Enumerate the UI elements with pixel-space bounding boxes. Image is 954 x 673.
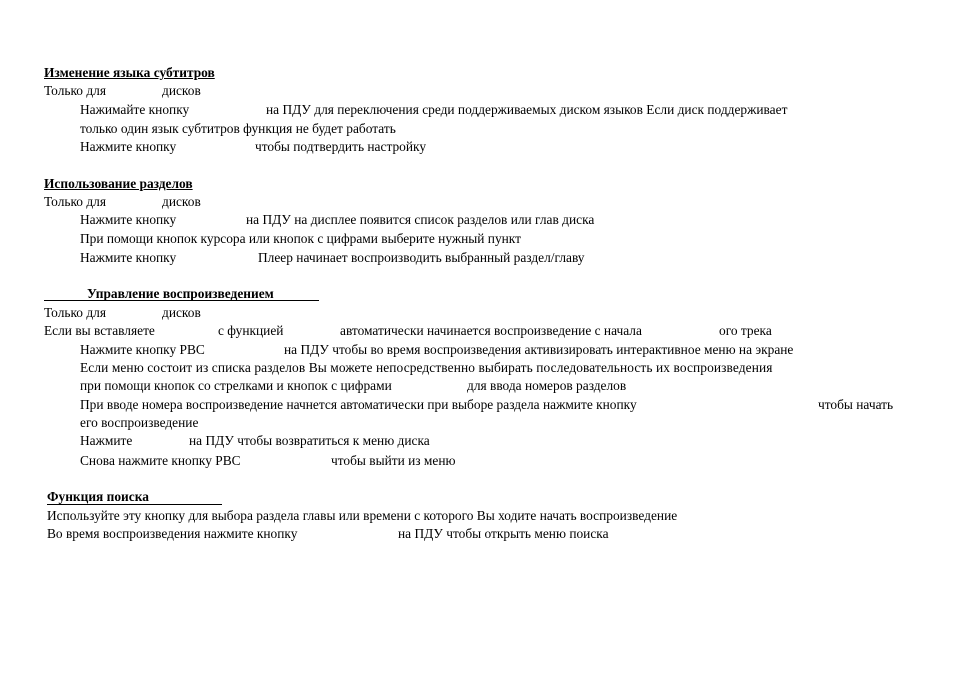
pbc-intro-a: Если вы вставляете (44, 323, 155, 338)
subtitles-step2-b: чтобы подтвердить настройку (255, 139, 427, 154)
subtitles-heading: Изменение языка субтитров (44, 65, 215, 80)
pbc-step4-b: на ПДУ чтобы возвратиться к меню диска (189, 433, 430, 448)
pbc-step3-b: чтобы начать (818, 397, 894, 412)
pbc-step3-cont: его воспроизведение (80, 415, 199, 430)
pbc-step2: Если меню состоит из списка разделов Вы можете непосредственно выбирать последовательность их воспроизведения (80, 360, 773, 375)
subtitles-step2-a: Нажмите кнопку (80, 139, 177, 154)
chapters-discs: дисков (162, 194, 201, 209)
chapters-only-for: Только для (44, 194, 107, 209)
pbc-only-for: Только для (44, 305, 107, 320)
search-heading-underline (47, 504, 222, 505)
search-heading: Функция поиска (47, 489, 149, 504)
pbc-step3-a: При вводе номера воспроизведение начнется автоматически при выборе раздела нажмите кнопку (80, 397, 637, 412)
subtitles-step1-cont: только один язык субтитров функция не будет работать (80, 121, 396, 136)
pbc-step5-b: чтобы выйти из меню (331, 453, 456, 468)
subtitles-discs: дисков (162, 83, 201, 98)
chapters-step2: При помощи кнопок курсора или кнопок с цифрами выберите нужный пункт (80, 231, 521, 246)
pbc-step1-a: Нажмите кнопку PBC (80, 342, 205, 357)
subtitles-step1-a: Нажимайте кнопку (80, 102, 190, 117)
pbc-step2-cont-a: при помощи кнопок со стрелками и кнопок с цифрами (80, 378, 392, 393)
search-line2-b: на ПДУ чтобы открыть меню поиска (398, 526, 609, 541)
chapters-heading: Использование разделов (44, 176, 193, 191)
pbc-step2-cont-b: для ввода номеров разделов (467, 378, 627, 393)
subtitles-only-for: Только для (44, 83, 107, 98)
search-line2-a: Во время воспроизведения нажмите кнопку (47, 526, 298, 541)
pbc-intro-c: автоматически начинается воспроизведение с начала (340, 323, 642, 338)
chapters-step1-a: Нажмите кнопку (80, 212, 177, 227)
pbc-heading: Управление воспроизведением (87, 286, 274, 301)
pbc-discs: дисков (162, 305, 201, 320)
chapters-step3-b: Плеер начинает воспроизводить выбранный раздел/главу (258, 250, 585, 265)
pbc-step4-a: Нажмите (80, 433, 133, 448)
pbc-intro-d: ого трека (719, 323, 772, 338)
chapters-step1-b: на ПДУ на дисплее появится список разделов или глав диска (246, 212, 595, 227)
search-line1: Используйте эту кнопку для выбора раздела главы или времени с которого Вы ходите начать воспроизведение (47, 508, 678, 523)
subtitles-step1-b: на ПДУ для переключения среди поддерживаемых диском языков Если диск поддерживает (266, 102, 788, 117)
pbc-intro-b: с функцией (218, 323, 284, 338)
pbc-step5-a: Снова нажмите кнопку PBC (80, 453, 241, 468)
chapters-step3-a: Нажмите кнопку (80, 250, 177, 265)
pbc-step1-b: на ПДУ чтобы во время воспроизведения активизировать интерактивное меню на экране (284, 342, 794, 357)
